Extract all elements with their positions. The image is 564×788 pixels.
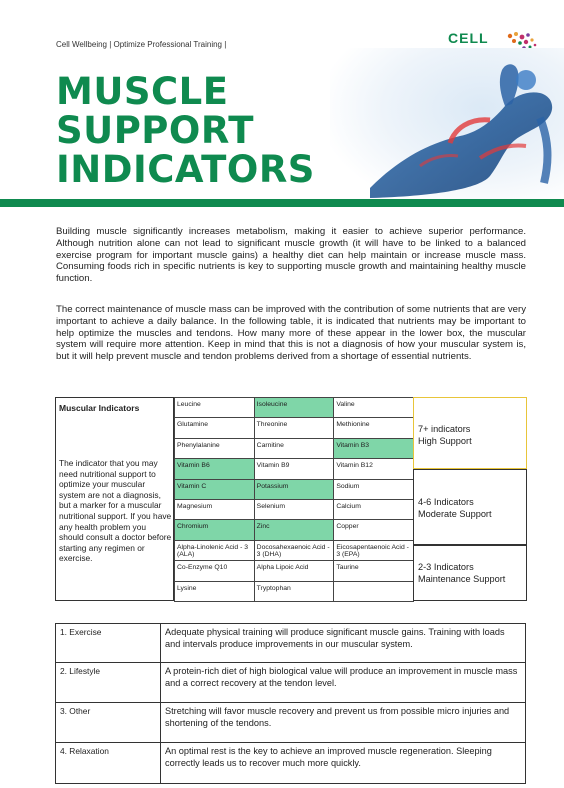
nutrient-cell: Vitamin B12 bbox=[333, 458, 414, 479]
nutrient-cell: Alpha-Linolenic Acid - 3 (ALA) bbox=[174, 540, 255, 561]
recommendation-row bbox=[56, 743, 525, 783]
nutrient-cell: Docosahexaenoic Acid - 3 (DHA) bbox=[254, 540, 335, 561]
logo-text-top: CELL bbox=[448, 30, 489, 46]
category-range: 2-3 Indicators bbox=[418, 562, 474, 572]
header-breadcrumb: Cell Wellbeing | Optimize Professional Training | bbox=[56, 40, 227, 49]
nutrient-cell: Vitamin B9 bbox=[254, 458, 335, 479]
recommendation-row bbox=[56, 624, 525, 663]
recommendation-row bbox=[56, 703, 525, 743]
nutrient-cell: Chromium bbox=[174, 519, 255, 540]
title-line-1: MUSCLE bbox=[56, 70, 229, 113]
nutrient-cell: Tryptophan bbox=[254, 581, 335, 602]
recommendation-label: 4. Relaxation bbox=[56, 743, 161, 783]
nutrient-cell: Sodium bbox=[333, 479, 414, 500]
intro-paragraph-1: Building muscle significantly increases metabolism, making it easier to achieve superior performance. Although nutrition alone can not lead to significant muscle growth (it will have to be linked to a balanced exercise program for important muscle gains) a healthy diet can help maintain or increase muscle mass. Consuming foods rich in specific nutrients is key to supporting muscle growth and maintaining healthy muscle function. bbox=[56, 226, 526, 285]
nutrient-cell: Vitamin C bbox=[174, 479, 255, 500]
recommendation-text: Adequate physical training will produce significant muscle gains. Training with loads and intervals produce improvements in our muscular system. bbox=[165, 627, 505, 650]
category-range: 7+ indicators bbox=[418, 424, 471, 434]
recommendation-label: 1. Exercise bbox=[56, 624, 161, 662]
category-label: Maintenance Support bbox=[418, 574, 506, 584]
nutrient-cell: Selenium bbox=[254, 499, 335, 520]
recommendation-label: 2. Lifestyle bbox=[56, 663, 161, 702]
nutrient-cell: Threonine bbox=[254, 417, 335, 438]
header-divider-bar bbox=[0, 199, 564, 207]
category-range: 4-6 Indicators bbox=[418, 497, 474, 507]
nutrient-cell: Eicosapentaenoic Acid - 3 (EPA) bbox=[333, 540, 414, 561]
category-label: Moderate Support bbox=[418, 509, 492, 519]
recommendation-text: An optimal rest is the key to achieve an improved muscle regeneration. Sleeping correctly leads us to recover much more quickly. bbox=[165, 746, 492, 769]
recommendation-text: Stretching will favor muscle recovery and prevent us from possible micro injuries and shortening of the tendons. bbox=[165, 706, 510, 729]
nutrient-cell: Potassium bbox=[254, 479, 335, 500]
category-label: High Support bbox=[418, 436, 472, 446]
nutrient-cell: Methionine bbox=[333, 417, 414, 438]
category-moderate-support bbox=[413, 469, 527, 545]
category-high-support bbox=[413, 397, 527, 469]
nutrient-cell bbox=[333, 581, 414, 602]
indicators-note: The indicator that you may need nutritional support to optimize your muscular system are not a diagnosis, but a marker for a muscular nutritional support. If you have any health problem you should consult a doctor before starting any regimen or exercise. bbox=[59, 458, 172, 564]
hero-muscle-illustration bbox=[330, 48, 564, 199]
indicators-info-cell bbox=[55, 397, 174, 601]
nutrient-cell: Carnitine bbox=[254, 438, 335, 459]
nutrient-cell: Zinc bbox=[254, 519, 335, 540]
nutrient-cell: Glutamine bbox=[174, 417, 255, 438]
nutrient-cell: Phenylalanine bbox=[174, 438, 255, 459]
nutrient-cell: Leucine bbox=[174, 397, 255, 418]
recommendation-label: 3. Other bbox=[56, 703, 161, 742]
page-title bbox=[56, 72, 315, 189]
title-line-3: INDICATORS bbox=[56, 148, 315, 191]
indicators-table bbox=[55, 397, 527, 601]
nutrient-cell: Magnesium bbox=[174, 499, 255, 520]
category-maintenance-support bbox=[413, 545, 527, 601]
nutrient-cell: Taurine bbox=[333, 560, 414, 581]
title-line-2: SUPPORT bbox=[56, 109, 254, 152]
recommendation-text: A protein-rich diet of high biological value will produce an improvement in muscle mass and a correct recovery at the tendon level. bbox=[165, 666, 518, 689]
nutrient-cell: Vitamin B6 bbox=[174, 458, 255, 479]
nutrient-cell: Vitamin B3 bbox=[333, 438, 414, 459]
nutrient-cell: Alpha Lipoic Acid bbox=[254, 560, 335, 581]
intro-paragraph-2: The correct maintenance of muscle mass can be improved with the contribution of some nutrients that are very important to achieve a daily balance. In the following table, it is indicated that nutrients may be important to help optimize the muscles and tendons. How many more of these appear in the lower box, the muscular system will require more attention. Keep in mind that this is not a diagnosis of how your muscular system is, but it will help prevent muscle and tendon problems derived from a shortage of essential nutrients. bbox=[56, 304, 526, 363]
page-header bbox=[0, 0, 564, 208]
recommendations-table bbox=[55, 623, 526, 784]
nutrient-cell: Valine bbox=[333, 397, 414, 418]
nutrient-grid bbox=[174, 397, 413, 601]
nutrient-cell: Lysine bbox=[174, 581, 255, 602]
indicators-heading: Muscular Indicators bbox=[59, 403, 140, 413]
nutrient-cell: Calcium bbox=[333, 499, 414, 520]
nutrient-cell: Co-Enzyme Q10 bbox=[174, 560, 255, 581]
nutrient-cell: Isoleucine bbox=[254, 397, 335, 418]
nutrient-cell: Copper bbox=[333, 519, 414, 540]
recommendation-row bbox=[56, 663, 525, 703]
